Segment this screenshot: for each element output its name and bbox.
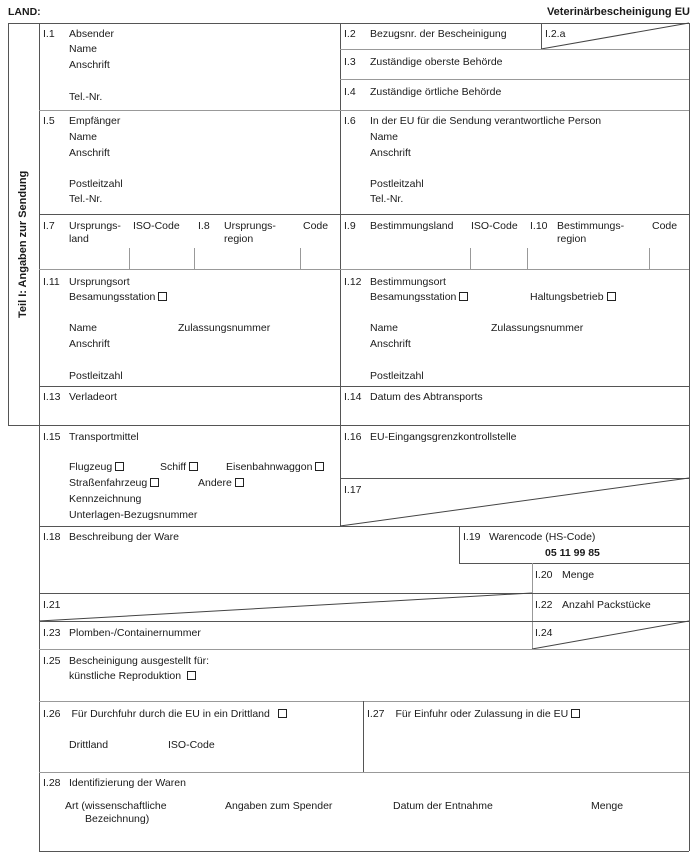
- postcode-label: Postleitzahl: [370, 178, 424, 190]
- field-number: I.15: [43, 431, 61, 443]
- checkbox-haltungsbetrieb[interactable]: [530, 291, 616, 303]
- field-label: Empfänger: [69, 115, 121, 127]
- address-label: Anschrift: [370, 338, 411, 350]
- column-header-species: Art (wissenschaftliche: [65, 800, 167, 812]
- divider: [527, 248, 528, 269]
- divider: [39, 701, 689, 702]
- field-label: Datum des Abtransports: [370, 391, 483, 403]
- divider: [39, 425, 689, 426]
- postcode-label: Postleitzahl: [69, 178, 123, 190]
- field-label: Bezugsnr. der Bescheinigung: [370, 28, 507, 40]
- divider: [39, 386, 689, 387]
- frame-bottom: [39, 851, 689, 852]
- checkbox-strassenfahrzeug[interactable]: [69, 477, 159, 489]
- name-label: Name: [69, 322, 98, 334]
- field-label: Verladeort: [69, 391, 117, 403]
- iso-code-label: ISO-Code: [471, 220, 518, 232]
- field-label: Bestimmungsort: [370, 276, 446, 288]
- divider: [39, 649, 689, 650]
- checkbox-label: Haltungsbetrieb: [530, 291, 604, 303]
- address-label: Anschrift: [69, 59, 110, 71]
- field-number: I.28: [43, 777, 61, 789]
- checkbox-besamungsstation[interactable]: [69, 291, 167, 303]
- divider: [340, 79, 689, 80]
- address-label: Anschrift: [370, 147, 411, 159]
- field-label: Absender: [69, 28, 114, 40]
- checkbox-label: Schiff: [160, 461, 187, 473]
- code-label: Code: [652, 220, 678, 232]
- field-number: I.20: [535, 569, 553, 581]
- frame-inner-left: [39, 23, 40, 851]
- field-label: Warencode (HS-Code): [489, 531, 596, 543]
- checkbox-label: Eisenbahnwaggon: [226, 461, 313, 473]
- hs-code-value: 05 11 99 85: [545, 547, 600, 559]
- divider: [39, 526, 689, 527]
- checkbox-schiff[interactable]: [160, 461, 198, 473]
- field-label: Transportmittel: [69, 431, 139, 443]
- checkbox-label: Straßenfahrzeug: [69, 477, 148, 489]
- checkbox-einfuhr[interactable]: [367, 708, 580, 720]
- approval-number-label: Zulassungsnummer: [178, 322, 271, 334]
- address-label: Anschrift: [69, 147, 110, 159]
- field-number: I.12: [344, 276, 362, 288]
- checkbox-label: künstliche Reproduktion: [69, 670, 182, 682]
- side-label-container: [17, 170, 37, 328]
- field-label: Anzahl Packstücke: [562, 599, 651, 611]
- field-number: I.18: [43, 531, 61, 543]
- field-number: I.10: [530, 220, 548, 232]
- checkbox-icon[interactable]: [189, 462, 198, 471]
- field-number: I.2: [344, 28, 356, 40]
- field-number: I.14: [344, 391, 362, 403]
- field-number: I.13: [43, 391, 61, 403]
- divider: [39, 214, 689, 215]
- divider: [39, 110, 689, 111]
- frame-right: [689, 23, 690, 851]
- field-label: Beschreibung der Ware: [69, 531, 179, 543]
- field-number: I.4: [344, 86, 356, 98]
- field-label: Menge: [562, 569, 595, 581]
- checkbox-icon[interactable]: [571, 709, 580, 718]
- frame-side-bottom: [8, 425, 40, 426]
- side-label: Teil I: Angaben zur Sendung: [17, 170, 29, 318]
- strike-diagonal: [340, 478, 689, 526]
- divider: [459, 563, 689, 564]
- frame-left: [8, 23, 9, 426]
- checkbox-drittland-durchfuhr[interactable]: [43, 708, 287, 720]
- divider: [340, 49, 689, 50]
- field-label: Ursprungs-: [69, 220, 121, 232]
- divider: [39, 269, 689, 270]
- field-label: Zuständige örtliche Behörde: [370, 86, 502, 98]
- strike-diagonal: [541, 23, 689, 49]
- field-label: Ursprungsort: [69, 276, 130, 288]
- identification-label: Kennzeichnung: [69, 493, 142, 505]
- divider: [363, 701, 364, 772]
- field-label: Ursprungs-: [224, 220, 276, 232]
- certificate-title: Veterinärbescheinigung EU: [546, 6, 690, 18]
- checkbox-kuenstliche-reproduktion[interactable]: [69, 670, 196, 682]
- divider: [39, 772, 689, 773]
- document-reference-label: Unterlagen-Bezugsnummer: [69, 509, 198, 521]
- field-label: region: [557, 233, 587, 245]
- checkbox-eisenbahnwaggon[interactable]: [226, 461, 324, 473]
- field-label: Identifizierung der Waren: [69, 777, 186, 789]
- code-label: Code: [303, 220, 329, 232]
- column-header-species-cont: Bezeichnung): [85, 813, 150, 825]
- third-country-label: Drittland: [69, 739, 109, 751]
- checkbox-label: Besamungsstation: [69, 291, 156, 303]
- field-number: I.11: [43, 276, 60, 288]
- field-label: Für Durchfuhr durch die EU in ein Drittland: [71, 708, 270, 720]
- checkbox-andere[interactable]: [198, 477, 244, 489]
- divider: [470, 248, 471, 269]
- country-label: LAND:: [8, 6, 41, 18]
- field-number: I.6: [344, 115, 356, 127]
- field-number: I.16: [344, 431, 362, 443]
- field-number: I.17: [344, 484, 362, 496]
- field-number: I.23: [43, 627, 61, 639]
- column-header-quantity: Menge: [591, 800, 624, 812]
- field-label: Bestimmungsland: [370, 220, 454, 232]
- field-number: I.5: [43, 115, 55, 127]
- field-label: region: [224, 233, 254, 245]
- checkbox-icon[interactable]: [150, 478, 159, 487]
- address-label: Anschrift: [69, 338, 110, 350]
- field-number: I.1: [43, 28, 55, 40]
- field-number: I.19: [463, 531, 481, 543]
- field-number: I.2.a: [545, 28, 566, 40]
- field-label: Für Einfuhr oder Zulassung in die EU: [395, 708, 569, 720]
- divider: [194, 248, 195, 269]
- checkbox-icon[interactable]: [115, 462, 124, 471]
- checkbox-label: Flugzeug: [69, 461, 113, 473]
- name-label: Name: [69, 131, 98, 143]
- field-label: Zuständige oberste Behörde: [370, 56, 503, 68]
- checkbox-besamungsstation[interactable]: [370, 291, 468, 303]
- postcode-label: Postleitzahl: [370, 370, 424, 382]
- name-label: Name: [69, 43, 98, 55]
- phone-label: Tel.-Nr.: [69, 193, 103, 205]
- checkbox-label: Andere: [198, 477, 232, 489]
- divider: [300, 248, 301, 269]
- field-number: I.9: [344, 220, 356, 232]
- column-header-collection-date: Datum der Entnahme: [393, 800, 493, 812]
- checkbox-icon[interactable]: [315, 462, 324, 471]
- divider: [459, 526, 460, 563]
- checkbox-label: Besamungsstation: [370, 291, 457, 303]
- checkbox-icon[interactable]: [235, 478, 244, 487]
- field-label: In der EU für die Sendung verantwortliche Person: [370, 115, 602, 127]
- checkbox-icon[interactable]: [278, 709, 287, 718]
- field-number: I.3: [344, 56, 356, 68]
- postcode-label: Postleitzahl: [69, 370, 123, 382]
- field-number: I.8: [198, 220, 210, 232]
- name-label: Name: [370, 131, 399, 143]
- checkbox-flugzeug[interactable]: [69, 461, 124, 473]
- iso-code-label: ISO-Code: [133, 220, 180, 232]
- field-number: I.24: [535, 627, 553, 639]
- field-label: Bescheinigung ausgestellt für:: [69, 655, 210, 667]
- column-header-donor: Angaben zum Spender: [225, 800, 333, 812]
- divider: [649, 248, 650, 269]
- field-number: I.21: [43, 599, 61, 611]
- iso-code-label: ISO-Code: [168, 739, 215, 751]
- field-number: I.22: [535, 599, 553, 611]
- phone-label: Tel.-Nr.: [69, 91, 103, 103]
- strike-diagonal: [39, 593, 532, 621]
- field-number: I.7: [43, 220, 55, 232]
- divider: [129, 248, 130, 269]
- field-number: I.27: [367, 708, 385, 720]
- strike-diagonal: [532, 621, 689, 649]
- field-label: Plomben-/Containernummer: [69, 627, 201, 639]
- approval-number-label: Zulassungsnummer: [491, 322, 584, 334]
- field-label: Bestimmungs-: [557, 220, 625, 232]
- phone-label: Tel.-Nr.: [370, 193, 404, 205]
- checkbox-icon[interactable]: [459, 292, 468, 301]
- col-divider-upper: [340, 23, 341, 526]
- checkbox-icon[interactable]: [158, 292, 167, 301]
- field-label: land: [69, 233, 89, 245]
- field-number: I.26: [43, 708, 61, 720]
- checkbox-icon[interactable]: [607, 292, 616, 301]
- checkbox-icon[interactable]: [187, 671, 196, 680]
- field-number: I.25: [43, 655, 61, 667]
- field-label: EU-Eingangsgrenzkontrollstelle: [370, 431, 517, 443]
- name-label: Name: [370, 322, 399, 334]
